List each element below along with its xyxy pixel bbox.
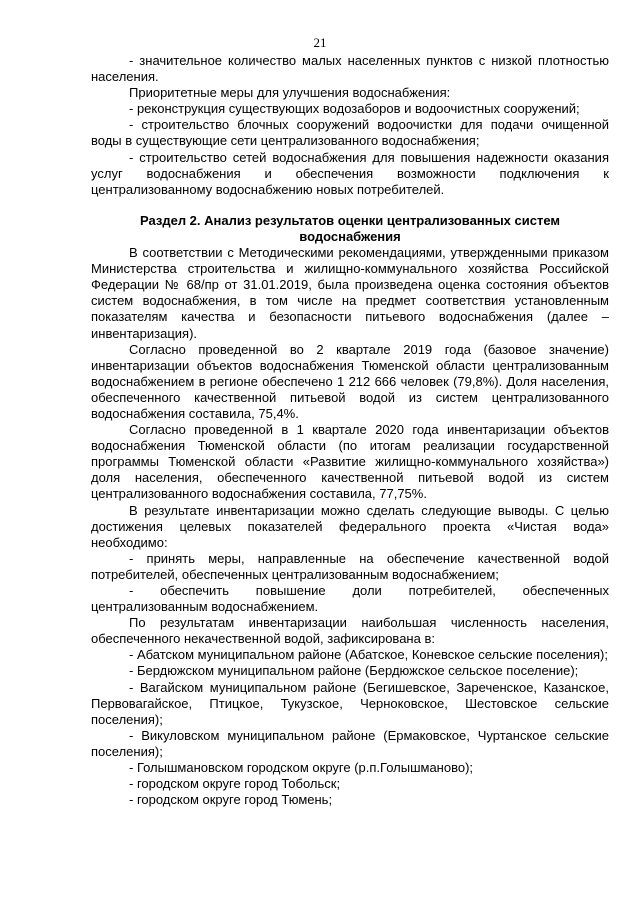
paragraph: По результатам инвентаризации наибольшая численность населения, обеспеченного некачественной водой, зафиксирована в: — [91, 615, 609, 647]
list-item: - строительство блочных сооружений водоочистки для подачи очищенной воды в существующие сети централизованного водоснабжения; — [91, 117, 609, 149]
list-item: - реконструкция существующих водозаборов и водоочистных сооружений; — [129, 101, 580, 117]
list-item: - городском округе город Тобольск; — [129, 776, 341, 792]
paragraph: Согласно проведенной во 2 квартале 2019 года (базовое значение) инвентаризации объектов водоснабжения Тюменской области централизованным водоснабжением в регионе обеспечено 1 212 666 человек (79,8%). Доля населения, обеспеченного качественной питьевой водой из систем централизованного водоснабжения составила, 75,4%. — [91, 341, 609, 421]
paragraph: - значительное количество малых населенных пунктов с низкой плотностью населения. — [91, 53, 609, 85]
list-item: - Бердюжском муниципальном районе (Бердюжское сельское поселение); — [129, 663, 579, 679]
list-item: - принять меры, направленные на обеспечение качественной водой потребителей, обеспеченных централизованным водоснабжением; — [91, 550, 609, 582]
paragraph: В результате инвентаризации можно сделать следующие выводы. С целью достижения целевых показателей федерального проекта «Чистая вода» необходимо: — [91, 502, 609, 550]
section-heading: Раздел 2. Анализ результатов оценки централизованных систем водоснабжения — [139, 212, 561, 244]
page-number: 21 — [313, 35, 327, 50]
paragraph: В соответствии с Методическими рекомендациями, утвержденными приказом Министерства строительства и жилищно-коммунального хозяйства Российской Федерации № 68/пр от 31.01.2019, была произведена оценка состояния объектов систем водоснабжения, в том числе на предмет соответствия установленным показателям качества и безопасности питьевого водоснабжения (далее – инвентаризация). — [91, 245, 609, 341]
list-item: - Голышмановском городском округе (р.п.Голышманово); — [129, 760, 474, 776]
list-item: - Абатском муниципальном районе (Абатское, Коневское сельские поселения); — [129, 647, 608, 663]
paragraph: Приоритетные меры для улучшения водоснабжения: — [129, 85, 451, 101]
list-item: - строительство сетей водоснабжения для повышения надежности оказания услуг водоснабжения и обеспечения возможности подключения к централизованному водоснабжению новых потребителей. — [91, 149, 609, 197]
list-item: - городском округе город Тюмень; — [129, 792, 333, 808]
list-item: - Вагайском муниципальном районе (Бегишевское, Зареченское, Казанское, Первовагайское, Птицкое, Тукузское, Черноковское, Шестовское сельские поселения); — [91, 679, 609, 727]
list-item: - обеспечить повышение доли потребителей, обеспеченных централизованным водоснабжением. — [91, 583, 609, 615]
list-item: - Викуловском муниципальном районе (Ермаковское, Чуртанское сельские поселения); — [91, 727, 609, 759]
document-body — [91, 53, 609, 808]
paragraph: Согласно проведенной в 1 квартале 2020 года инвентаризации объектов водоснабжения Тюменской области (по итогам реализации государственной программы Тюменской области «Развитие жилищно-коммунального хозяйства») доля населения, обеспеченного качественной питьевой водой из систем централизованного водоснабжения составила, 77,75%. — [91, 422, 609, 502]
